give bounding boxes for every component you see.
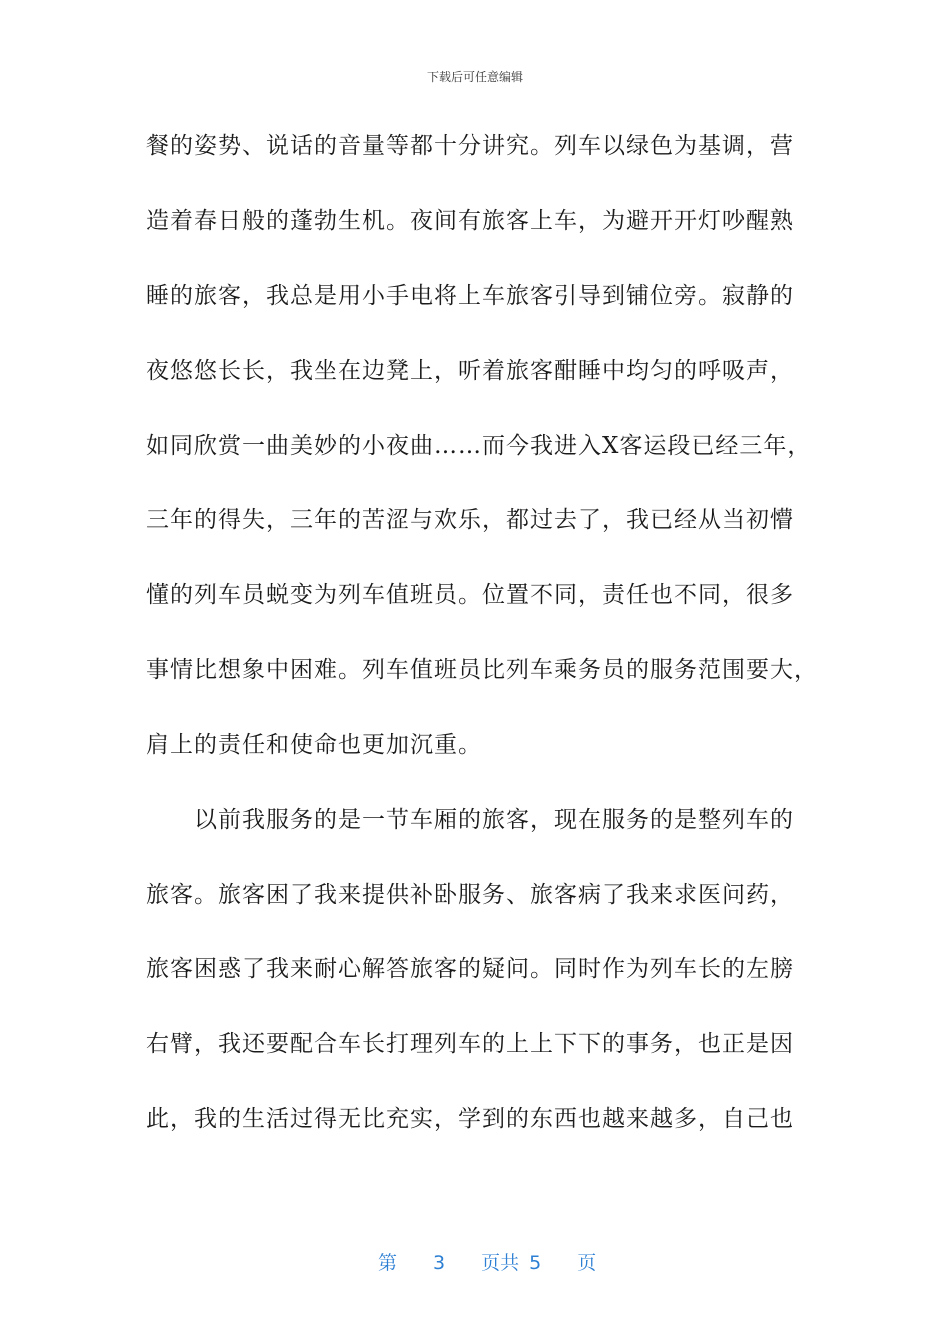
- text-line: 右臂，我还要配合车长打理列车的上上下下的事务，也正是因: [146, 1031, 794, 1057]
- text-line: 旅客困惑了我来耐心解答旅客的疑问。同时作为列车长的左膀: [146, 956, 794, 982]
- text-line: 如同欣赏一曲美妙的小夜曲……而今我进入X客运段已经三年，: [146, 433, 812, 459]
- page-number-footer: [0, 1226, 950, 1297]
- footer-label-page: 第: [377, 1252, 397, 1274]
- header-note: 下载后可任意编辑: [426, 70, 523, 84]
- footer-label-of: 页共: [481, 1252, 520, 1274]
- text-line: 造着春日般的蓬勃生机。夜间有旅客上车，为避开开灯吵醒熟: [146, 208, 794, 234]
- text-line: 懂的列车员蜕变为列车值班员。位置不同，责任也不同，很多: [146, 582, 794, 608]
- text-line: 此，我的生活过得无比充实，学到的东西也越来越多，自己也: [146, 1106, 794, 1132]
- text-line: 事情比想象中困难。列车值班员比列车乘务员的服务范围要大，: [146, 657, 818, 683]
- text-line: 肩上的责任和使命也更加沉重。: [146, 732, 482, 758]
- text-line: 三年的得失，三年的苦涩与欢乐，都过去了，我已经从当初懵: [146, 507, 794, 533]
- text-line: 以前我服务的是一节车厢的旅客，现在服务的是整列车的: [194, 807, 794, 833]
- footer-total-pages: 5: [529, 1252, 542, 1274]
- footer-label-end: 页: [577, 1252, 597, 1274]
- text-line: 旅客。旅客困了我来提供补卧服务、旅客病了我来求医问药，: [146, 882, 794, 908]
- text-line: 夜悠悠长长，我坐在边凳上，听着旅客酣睡中均匀的呼吸声，: [146, 358, 794, 384]
- text-line: 餐的姿势、说话的音量等都十分讲究。列车以绿色为基调，营: [146, 133, 794, 159]
- text-line: 睡的旅客，我总是用小手电将上车旅客引导到铺位旁。寂静的: [146, 283, 794, 309]
- footer-current-page: 3: [432, 1252, 446, 1274]
